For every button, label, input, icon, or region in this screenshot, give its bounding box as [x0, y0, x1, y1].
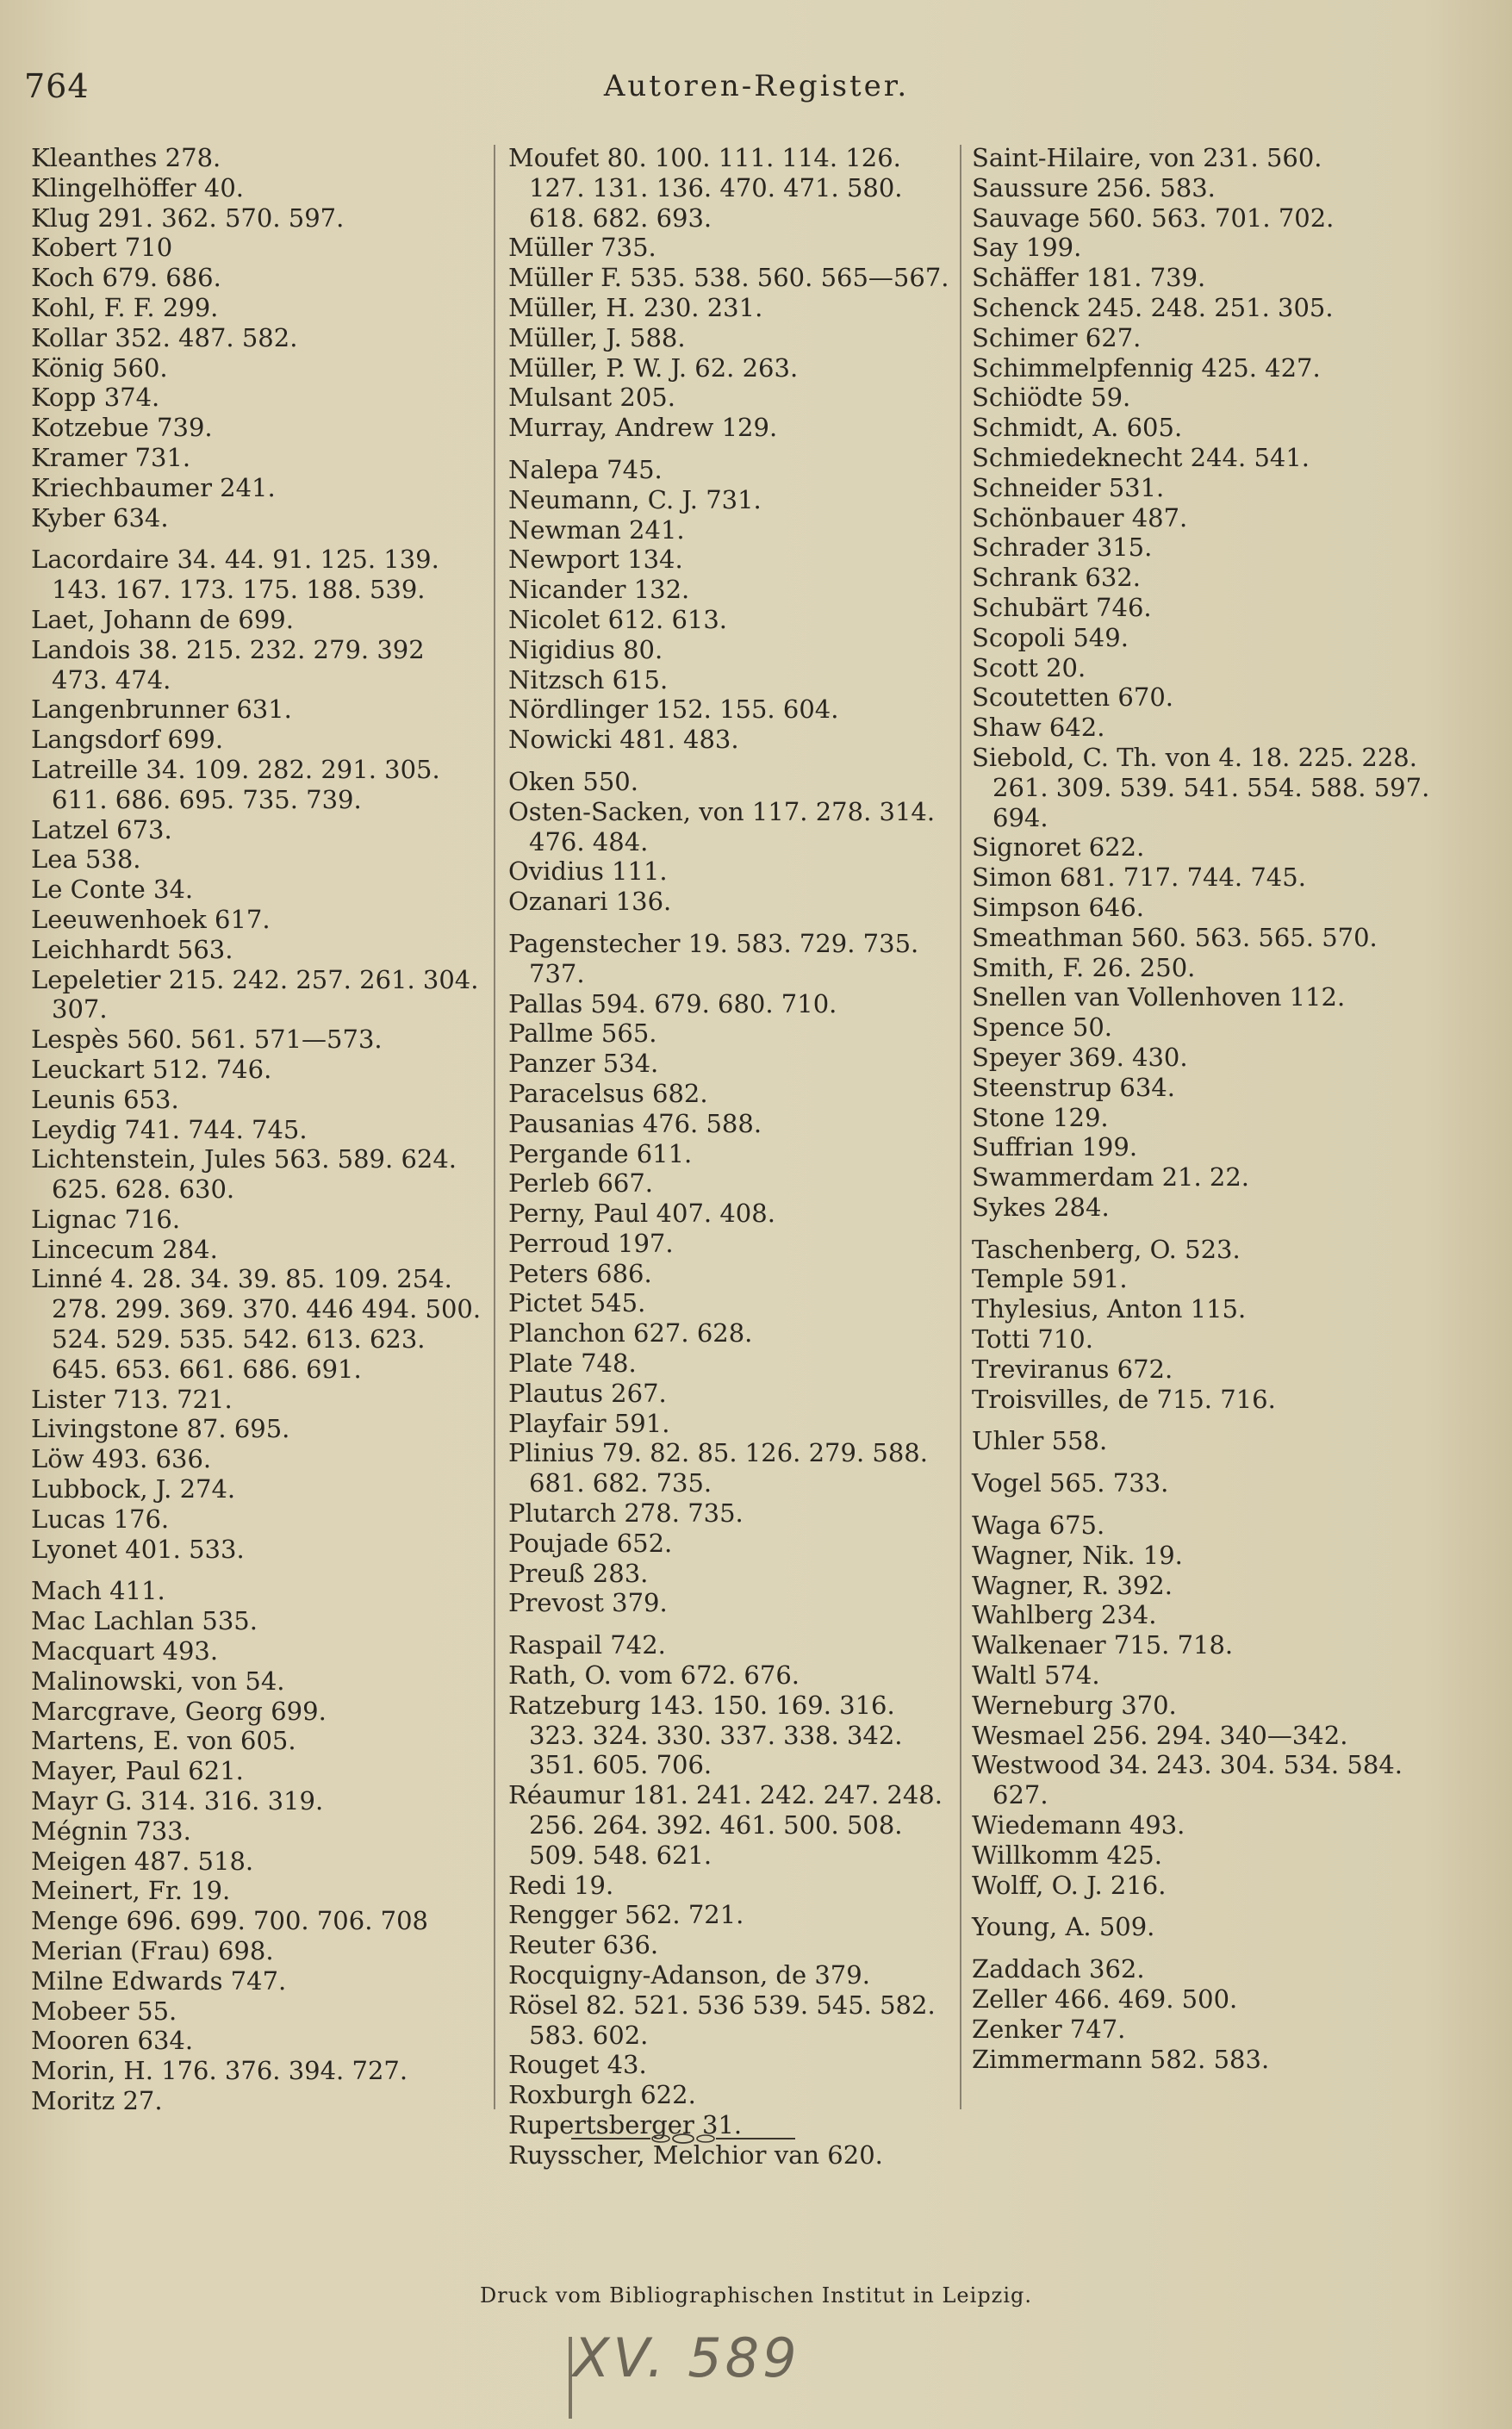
- index-entry: Neumann, C. J. 731.: [508, 484, 762, 514]
- index-entry: Ruysscher, Melchior van 620.: [508, 2139, 883, 2170]
- index-entry: Mulsant 205.: [508, 383, 675, 413]
- index-entry: Peters 686.: [508, 1258, 652, 1288]
- index-entry: Moritz 27.: [31, 2086, 163, 2115]
- index-entry: Schrank 632.: [972, 563, 1141, 593]
- ornament-divider: [571, 2130, 795, 2147]
- index-entry: Simpson 646.: [972, 892, 1145, 922]
- index-entry: Perleb 667.: [508, 1168, 654, 1199]
- index-entry: Meigen 487. 518.: [31, 1846, 254, 1876]
- index-entry: Langenbrunner 631.: [31, 694, 292, 725]
- index-entry: Klug 291. 362. 570. 597.: [31, 202, 345, 233]
- index-entry: Raspail 742.: [508, 1630, 666, 1660]
- index-entry: Suffrian 199.: [972, 1132, 1138, 1162]
- index-entry: Plautus 267.: [508, 1378, 667, 1408]
- index-entry: Reuter 636.: [508, 1930, 659, 1960]
- index-entry: Panzer 534.: [508, 1049, 659, 1079]
- index-entry: Totti 710.: [972, 1324, 1093, 1355]
- index-entry: Leuckart 512. 746.: [31, 1054, 272, 1084]
- index-entry: Schneider 531.: [972, 472, 1165, 502]
- index-entry: Malinowski, von 54.: [31, 1666, 285, 1696]
- index-entry: Scott 20.: [972, 652, 1086, 682]
- index-entry: Koch 679. 686.: [31, 263, 221, 293]
- index-entry: Schimer 627.: [972, 322, 1142, 352]
- index-entry: Planchon 627. 628.: [508, 1318, 753, 1348]
- index-entry: Nicolet 612. 613.: [508, 604, 728, 634]
- index-entry: Wiedemann 493.: [972, 1810, 1185, 1840]
- index-entry: Mach 411.: [31, 1576, 165, 1606]
- index-entry: Schmiedeknecht 244. 541.: [972, 442, 1310, 472]
- index-entry: Rocquigny-Adanson, de 379.: [508, 1960, 870, 1990]
- index-entry: Kollar 352. 487. 582.: [31, 322, 298, 352]
- index-entry: Milne Edwards 747.: [31, 1965, 287, 1996]
- index-entry: Nicander 132.: [508, 575, 690, 605]
- index-entry: Simon 681. 717. 744. 745.: [972, 863, 1306, 893]
- index-entry: Murray, Andrew 129.: [508, 413, 778, 443]
- index-entry: Nigidius 80.: [508, 634, 663, 664]
- index-entry: Latreille 34. 109. 282. 291. 305. 611. 686. 695. 735. 739.: [31, 754, 440, 814]
- index-entry: Schiödte 59.: [972, 383, 1131, 413]
- pencil-bracket: [569, 2337, 572, 2419]
- index-entry: Steenstrup 634.: [972, 1072, 1175, 1102]
- index-entry: Pagenstecher 19. 583. 729. 735. 737.: [508, 928, 919, 988]
- index-entry: Zenker 747.: [972, 2014, 1126, 2044]
- index-entry: Troisvilles, de 715. 716.: [972, 1384, 1276, 1414]
- index-entry: Lister 713. 721.: [31, 1384, 233, 1414]
- index-entry: Menge 696. 699. 700. 706. 708: [31, 1906, 428, 1936]
- index-entry: Wagner, R. 392.: [972, 1570, 1173, 1600]
- index-entry: Pausanias 476. 588.: [508, 1108, 762, 1138]
- index-entry: Rath, O. vom 672. 676.: [508, 1660, 800, 1691]
- column-divider: [960, 145, 961, 2109]
- index-entry: Prevost 379.: [508, 1588, 668, 1618]
- index-entry: Sauvage 560. 563. 701. 702.: [972, 202, 1335, 233]
- index-entry: Say 199.: [972, 233, 1082, 263]
- index-entry: Rengger 562. 721.: [508, 1900, 744, 1930]
- index-column-2: [508, 143, 956, 2171]
- index-entry: Taschenberg, O. 523.: [972, 1234, 1241, 1264]
- index-entry: Ovidius 111.: [508, 856, 668, 887]
- index-entry: Shaw 642.: [972, 713, 1105, 743]
- index-entry: König 560.: [31, 352, 168, 383]
- index-entry: Zeller 466. 469. 500.: [972, 1984, 1238, 2015]
- index-entry: Macquart 493.: [31, 1636, 219, 1666]
- index-entry: Waga 675.: [972, 1510, 1105, 1541]
- index-entry: Leeuwenhoek 617.: [31, 904, 271, 934]
- index-entry: Merian (Frau) 698.: [31, 1936, 274, 1966]
- index-entry: Martens, E. von 605.: [31, 1726, 296, 1756]
- index-entry: Preuß 283.: [508, 1558, 649, 1588]
- index-entry: Roxburgh 622.: [508, 2080, 696, 2110]
- index-entry: Kriechbaumer 241.: [31, 472, 276, 502]
- index-entry: Young, A. 509.: [972, 1912, 1155, 1942]
- index-entry: Müller, P. W. J. 62. 263.: [508, 352, 799, 383]
- index-entry: Swammerdam 21. 22.: [972, 1162, 1250, 1193]
- index-entry: Osten-Sacken, von 117. 278. 314. 476. 484.: [508, 796, 936, 856]
- printer-imprint: Druck vom Bibliographischen Institut in Leipzig.: [479, 2283, 1032, 2308]
- index-entry: Lignac 716.: [31, 1204, 181, 1234]
- index-entry: Poujade 652.: [508, 1528, 673, 1558]
- index-entry: Livingstone 87. 695.: [31, 1414, 290, 1444]
- column-divider: [494, 145, 495, 2109]
- index-entry: Meinert, Fr. 19.: [31, 1876, 231, 1906]
- index-entry: Smeathman 560. 563. 565. 570.: [972, 922, 1378, 952]
- index-entry: Saussure 256. 583.: [972, 172, 1216, 202]
- index-entry: Scoutetten 670.: [972, 682, 1173, 713]
- index-entry: Wagner, Nik. 19.: [972, 1540, 1183, 1570]
- page-header: [24, 67, 1489, 115]
- index-entry: Lyonet 401. 533.: [31, 1534, 245, 1564]
- index-entry: Nitzsch 615.: [508, 664, 669, 694]
- index-entry: Sykes 284.: [972, 1192, 1110, 1222]
- index-entry: Klingelhöffer 40.: [31, 172, 244, 202]
- index-entry: Marcgrave, Georg 699.: [31, 1696, 327, 1726]
- index-entry: Löw 493. 636.: [31, 1444, 212, 1474]
- index-entry: Siebold, C. Th. von 4. 18. 225. 228. 261. 309. 539. 541. 554. 588. 597. 694.: [972, 742, 1430, 832]
- index-entry: Kohl, F. F. 299.: [31, 292, 219, 322]
- index-entry: Lubbock, J. 274.: [31, 1474, 236, 1504]
- index-entry: Kotzebue 739.: [31, 413, 213, 443]
- index-entry: Mayr G. 314. 316. 319.: [31, 1786, 324, 1816]
- index-entry: Mayer, Paul 621.: [31, 1756, 244, 1786]
- index-entry: Wahlberg 234.: [972, 1600, 1157, 1630]
- index-entry: Rouget 43.: [508, 2050, 647, 2080]
- index-entry: Treviranus 672.: [972, 1354, 1173, 1384]
- index-entry: Plinius 79. 82. 85. 126. 279. 588. 681. 682. 735.: [508, 1438, 928, 1498]
- index-entry: Snellen van Vollenhoven 112.: [972, 982, 1346, 1012]
- index-entry: Müller, H. 230. 231.: [508, 292, 763, 322]
- index-entry: Perny, Paul 407. 408.: [508, 1199, 775, 1229]
- index-entry: Spence 50.: [972, 1012, 1113, 1043]
- index-entry: Wesmael 256. 294. 340—342.: [972, 1720, 1348, 1750]
- index-entry: Temple 591.: [972, 1264, 1128, 1294]
- index-entry: Schönbauer 487.: [972, 502, 1188, 533]
- index-entry: Schrader 315.: [972, 533, 1153, 563]
- index-entry: Mac Lachlan 535.: [31, 1606, 258, 1636]
- index-entry: Werneburg 370.: [972, 1690, 1177, 1720]
- index-entry: Scopoli 549.: [972, 622, 1129, 652]
- index-entry: Kobert 710: [31, 233, 173, 263]
- index-entry: Latzel 673.: [31, 814, 172, 844]
- index-entry: Kopp 374.: [31, 383, 160, 413]
- index-entry: Müller, J. 588.: [508, 322, 686, 352]
- index-entry: Mobeer 55.: [31, 1996, 177, 2026]
- index-entry: Vogel 565. 733.: [972, 1468, 1169, 1498]
- index-entry: Signoret 622.: [972, 832, 1145, 863]
- index-entry: Kleanthes 278.: [31, 143, 221, 172]
- index-entry: Moufet 80. 100. 111. 114. 126. 127. 131. 136. 470. 471. 580. 618. 682. 693.: [508, 143, 903, 233]
- index-entry: Plate 748.: [508, 1348, 637, 1379]
- index-entry: Rupertsberger 31.: [508, 2110, 743, 2139]
- running-title: Autoren-Register.: [603, 69, 910, 103]
- index-entry: Linné 4. 28. 34. 39. 85. 109. 254. 278. 299. 369. 370. 446 494. 500. 524. 529. 535. 542. 613. 623. 645. 653. 661. 686. 691.: [31, 1264, 482, 1384]
- index-entry: Langsdorf 699.: [31, 725, 224, 755]
- index-entry: Speyer 369. 430.: [972, 1042, 1188, 1072]
- index-entry: Schenck 245. 248. 251. 305.: [972, 292, 1334, 322]
- index-entry: Laet, Johann de 699.: [31, 604, 294, 634]
- index-entry: Landois 38. 215. 232. 279. 392 473. 474.: [31, 634, 425, 694]
- index-entry: Thylesius, Anton 115.: [972, 1294, 1247, 1324]
- index-entry: Lacordaire 34. 44. 91. 125. 139. 143. 167. 173. 175. 188. 539.: [31, 545, 439, 605]
- index-entry: Perroud 197.: [508, 1228, 674, 1258]
- index-entry: Lincecum 284.: [31, 1234, 218, 1264]
- index-entry: Schmidt, A. 605.: [972, 413, 1183, 443]
- index-entry: Leunis 653.: [31, 1084, 179, 1114]
- index-entry: Westwood 34. 243. 304. 534. 584. 627.: [972, 1750, 1403, 1810]
- index-entry: Wolff, O. J. 216.: [972, 1870, 1167, 1900]
- index-column-3: [972, 143, 1454, 2074]
- index-entry: Lea 538.: [31, 844, 141, 875]
- index-entry: Nowicki 481. 483.: [508, 725, 739, 755]
- index-entry: Pallas 594. 679. 680. 710.: [508, 988, 837, 1018]
- index-entry: Oken 550.: [508, 766, 638, 796]
- index-entry: Ozanari 136.: [508, 887, 672, 917]
- index-entry: Réaumur 181. 241. 242. 247. 248. 256. 264. 392. 461. 500. 508. 509. 548. 621.: [508, 1780, 943, 1870]
- index-entry: Pallme 565.: [508, 1018, 657, 1049]
- index-entry: Müller F. 535. 538. 560. 565—567.: [508, 263, 949, 293]
- index-entry: Kramer 731.: [31, 442, 191, 472]
- index-entry: Uhler 558.: [972, 1426, 1108, 1456]
- index-entry: Lichtenstein, Jules 563. 589. 624. 625. 628. 630.: [31, 1144, 457, 1205]
- index-entry: Ratzeburg 143. 150. 169. 316. 323. 324. 330. 337. 338. 342. 351. 605. 706.: [508, 1690, 903, 1780]
- index-entry: Morin, H. 176. 376. 394. 727.: [31, 2056, 408, 2086]
- index-entry: Smith, F. 26. 250.: [972, 952, 1196, 982]
- index-entry: Le Conte 34.: [31, 875, 194, 905]
- index-entry: Zimmermann 582. 583.: [972, 2044, 1270, 2074]
- index-column-1: [31, 143, 488, 2116]
- index-entry: Mégnin 733.: [31, 1816, 191, 1846]
- index-entry: Schimmelpfennig 425. 427.: [972, 352, 1321, 383]
- index-entry: Leydig 741. 744. 745.: [31, 1114, 308, 1144]
- index-entry: Schubärt 746.: [972, 592, 1152, 622]
- pencil-shelf-mark: XV. 589: [573, 2326, 800, 2389]
- index-entry: Lepeletier 215. 242. 257. 261. 304. 307.: [31, 964, 479, 1025]
- index-entry: Newman 241.: [508, 514, 685, 545]
- index-entry: Schäffer 181. 739.: [972, 263, 1206, 293]
- index-entry: Mooren 634.: [31, 2026, 194, 2056]
- index-entry: Saint-Hilaire, von 231. 560.: [972, 143, 1322, 172]
- index-entry: Pergande 611.: [508, 1138, 693, 1168]
- index-entry: Nalepa 745.: [508, 454, 663, 484]
- index-entry: Walkenaer 715. 718.: [972, 1630, 1234, 1660]
- index-entry: Paracelsus 682.: [508, 1078, 708, 1108]
- page-number: 764: [24, 67, 90, 105]
- index-entry: Redi 19.: [508, 1870, 614, 1900]
- index-entry: Stone 129.: [972, 1102, 1109, 1132]
- index-entry: Lespès 560. 561. 571—573.: [31, 1025, 383, 1055]
- index-entry: Leichhardt 563.: [31, 934, 233, 964]
- index-entry: Plutarch 278. 735.: [508, 1498, 744, 1529]
- index-entry: Willkomm 425.: [972, 1840, 1162, 1870]
- index-entry: Pictet 545.: [508, 1288, 646, 1318]
- index-entry: Müller 735.: [508, 233, 656, 263]
- index-entry: Kyber 634.: [31, 502, 169, 533]
- index-entry: Waltl 574.: [972, 1660, 1100, 1691]
- index-entry: Lucas 176.: [31, 1504, 170, 1534]
- index-entry: Zaddach 362.: [972, 1954, 1145, 1984]
- index-entry: Playfair 591.: [508, 1408, 670, 1438]
- index-entry: Nördlinger 152. 155. 604.: [508, 694, 839, 725]
- index-entry: Rösel 82. 521. 536 539. 545. 582. 583. 602.: [508, 1990, 936, 2050]
- index-entry: Newport 134.: [508, 545, 683, 575]
